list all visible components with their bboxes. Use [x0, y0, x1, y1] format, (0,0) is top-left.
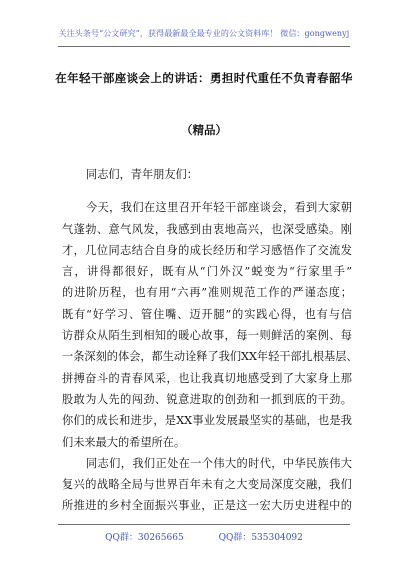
footer-divider — [58, 524, 350, 525]
paragraph-line: 股敢为人先的闯劲、锐意进取的创劲和一抓到底的干劲。 — [62, 392, 352, 406]
header-note: 关注头条号“公文研究”，获得最新最全最专业的公文资料库！ 微信：gongwenyj — [58, 29, 350, 38]
paragraph-line: 一条深刻的体会，都生动诠释了我们XX年轻干部扎根基层、 — [62, 350, 358, 364]
paragraph-line: 们未来最大的希望所在。 — [62, 435, 186, 449]
paragraph-line: 才，几位同志结合自身的成长经历和学习感悟作了交流发 — [62, 243, 352, 257]
paragraph-line: 言，讲得都很好，既有从“门外汉”蜕变为“行家里手” — [62, 265, 352, 279]
paragraph-line: 同志们，我们正处在一个伟大的时代，中华民族伟大 — [86, 456, 352, 470]
qq-group-1: QQ群：30265665 — [105, 533, 184, 543]
document-title: 在年轻干部座谈会上的讲话：勇担时代重任不负青春韶华 — [55, 71, 353, 85]
greeting-line: 同志们，青年朋友们： — [86, 168, 198, 181]
document-subtitle: （精品） — [181, 123, 227, 137]
paragraph-line: 复兴的战略全局与世界百年未有之大变局深度交融，我们 — [62, 478, 352, 492]
paragraph-line: 所推进的乡村全面振兴事业，正是这一宏大历史进程中的 — [62, 499, 352, 513]
paragraph-line: 你们的成长和进步，是XX事业发展最坚实的基础，也是我 — [62, 414, 352, 428]
paragraph-line: 拼搏奋斗的青春风采，也让我真切地感受到了大家身上那 — [62, 371, 352, 385]
paragraph-line: 气蓬勃、意气风发，我感到由衷地高兴，也深受感染。刚 — [62, 222, 352, 236]
paragraph-line: 访群众从陌生到相知的暖心故事，每一则鲜活的案例、每 — [62, 329, 352, 343]
document-body — [62, 164, 358, 517]
paragraph-line: 的进阶历程，也有用“六再”准则规范工作的严谨态度； — [62, 286, 352, 300]
footer — [0, 530, 408, 543]
paragraph-gap — [62, 185, 352, 197]
paragraph-line: 既有“好学习、管住嘴、迈开腿”的实践心得，也有与信 — [62, 307, 352, 321]
qq-group-2: QQ群：535304092 — [218, 533, 303, 543]
paragraph-line: 今天，我们在这里召开年轻干部座谈会，看到大家朝 — [86, 201, 352, 215]
header-divider — [58, 46, 350, 47]
